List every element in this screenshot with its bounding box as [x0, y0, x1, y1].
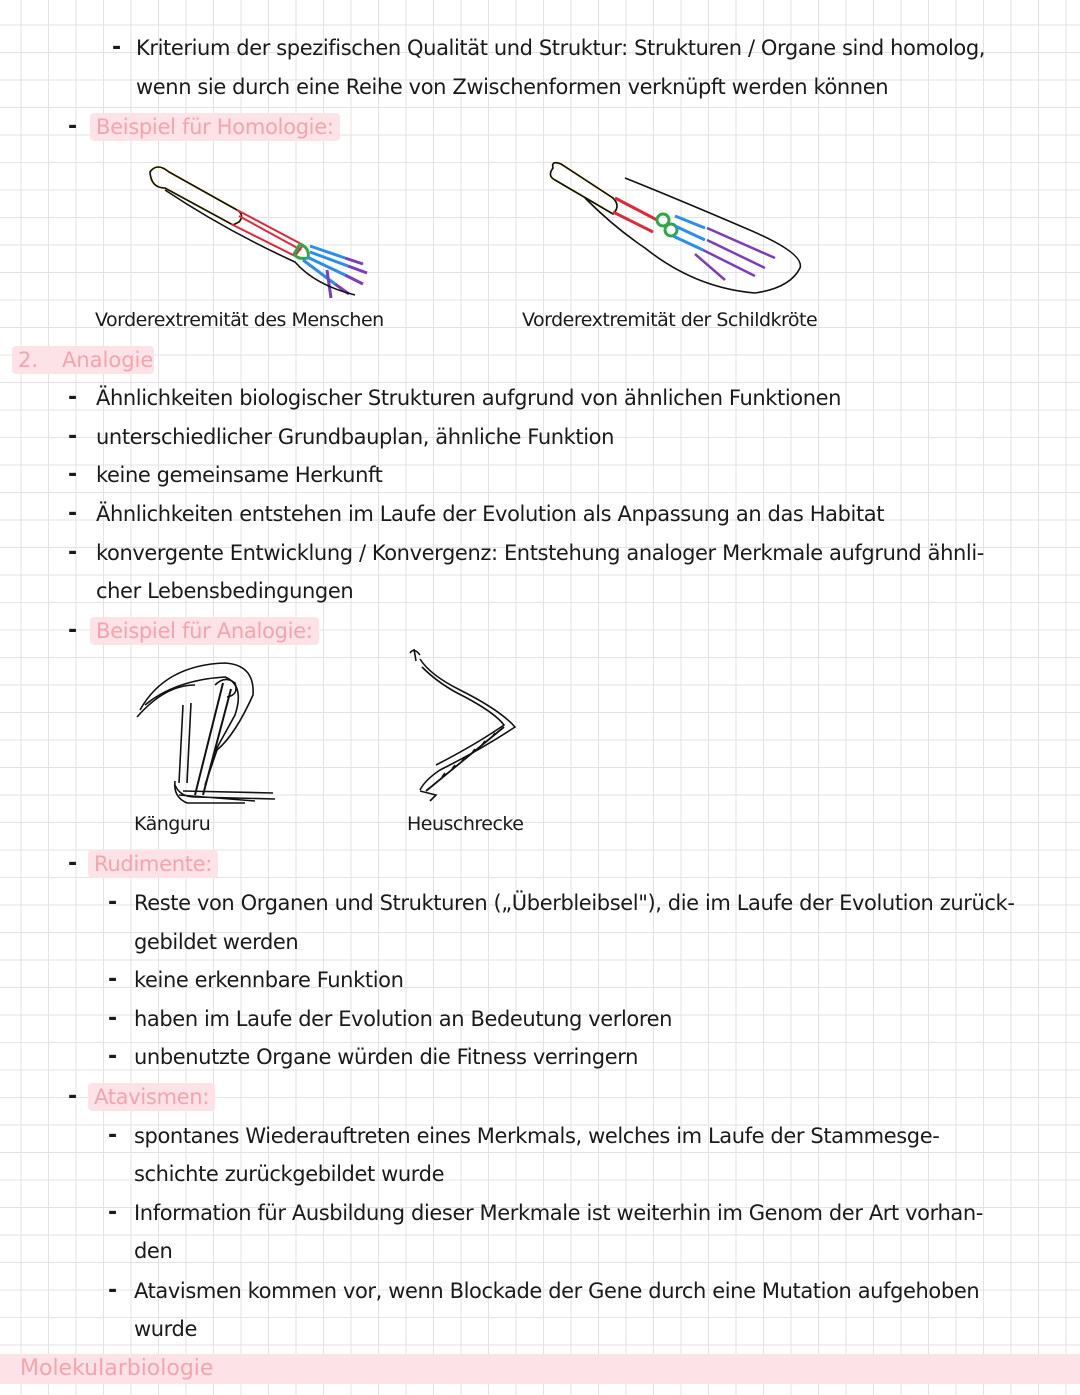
homology-criterion-line-2: wenn sie durch eine Reihe von Zwischenformen verknüpft werden können	[136, 75, 889, 99]
bullet-dash: -	[108, 1200, 118, 1225]
atavisms-line-2: Information für Ausbildung dieser Merkmale ist weiterhin im Genom der Art vorhan-	[134, 1201, 983, 1225]
analogy-bullet-5-continued: cher Lebensbedingungen	[96, 579, 354, 603]
section-number: 2.	[18, 348, 39, 372]
caption-human-forelimb: Vorderextremität des Menschen	[95, 309, 384, 331]
analogy-bullet-3: keine gemeinsame Herkunft	[96, 463, 383, 487]
homology-criterion-line-1: Kriterium der spezifischen Qualität und Struktur: Strukturen / Organe sind homolog,	[136, 36, 986, 60]
bullet-dash: -	[68, 462, 78, 487]
bullet-dash: -	[68, 114, 78, 139]
section-title: Analogie	[62, 348, 154, 372]
bullet-dash: -	[68, 385, 78, 410]
rudiments-line-1-continued: gebildet werden	[134, 930, 299, 954]
rudiments-heading: Rudimente:	[88, 850, 218, 878]
bullet-dash: -	[108, 890, 118, 915]
rudiments-line-1: Reste von Organen und Strukturen („Überbleibsel"), die im Laufe der Evolution zurück-	[134, 891, 1015, 915]
rudiments-line-4: unbenutzte Organe würden die Fitness verringern	[134, 1045, 639, 1069]
rudiments-line-2: keine erkennbare Funktion	[134, 968, 404, 992]
bullet-dash: -	[68, 851, 78, 876]
bullet-dash: -	[108, 1044, 118, 1069]
atavisms-line-3-continued: wurde	[134, 1317, 197, 1341]
caption-kangaroo: Känguru	[134, 813, 211, 835]
human-forelimb-figure	[145, 160, 375, 310]
rudiments-line-3: haben im Laufe der Evolution an Bedeutung verloren	[134, 1007, 673, 1031]
analogy-bullet-2: unterschiedlicher Grundbauplan, ähnliche Funktion	[96, 425, 615, 449]
turtle-forelimb-figure	[545, 158, 810, 303]
atavisms-line-3: Atavismen kommen vor, wenn Blockade der Gene durch eine Mutation aufgehoben	[134, 1279, 980, 1303]
kangaroo-leg-figure	[135, 655, 285, 810]
atavisms-line-1: spontanes Wiederauftreten eines Merkmals, welches im Laufe der Stammesge-	[134, 1124, 940, 1148]
bullet-dash: -	[68, 501, 78, 526]
section-heading-analogy	[12, 346, 154, 374]
bullet-dash: -	[108, 967, 118, 992]
bullet-dash: -	[108, 1278, 118, 1303]
homology-example-heading: Beispiel für Homologie:	[90, 113, 340, 141]
bullet-dash: -	[68, 618, 78, 643]
bullet-dash: -	[112, 35, 122, 60]
bullet-dash: -	[68, 1084, 78, 1109]
bullet-dash: -	[68, 424, 78, 449]
atavisms-heading: Atavismen:	[88, 1083, 215, 1111]
bullet-dash: -	[68, 540, 78, 565]
analogy-bullet-4: Ähnlichkeiten entstehen im Laufe der Evolution als Anpassung an das Habitat	[96, 502, 885, 526]
analogy-bullet-1: Ähnlichkeiten biologischer Strukturen aufgrund von ähnlichen Funktionen	[96, 386, 842, 410]
caption-turtle-forelimb: Vorderextremität der Schildkröte	[522, 309, 818, 331]
bullet-dash: -	[108, 1006, 118, 1031]
atavisms-line-1-continued: schichte zurückgebildet wurde	[134, 1162, 445, 1186]
next-section-band	[0, 1354, 1080, 1384]
next-section-title: Molekularbiologie	[20, 1356, 214, 1381]
atavisms-line-2-continued: den	[134, 1239, 173, 1263]
caption-grasshopper: Heuschrecke	[407, 813, 524, 835]
analogy-example-heading: Beispiel für Analogie:	[90, 617, 319, 645]
bullet-dash: -	[108, 1123, 118, 1148]
grasshopper-leg-figure	[400, 645, 525, 805]
analogy-bullet-5: konvergente Entwicklung / Konvergenz: Entstehung analoger Merkmale aufgrund ähnli-	[96, 541, 984, 565]
